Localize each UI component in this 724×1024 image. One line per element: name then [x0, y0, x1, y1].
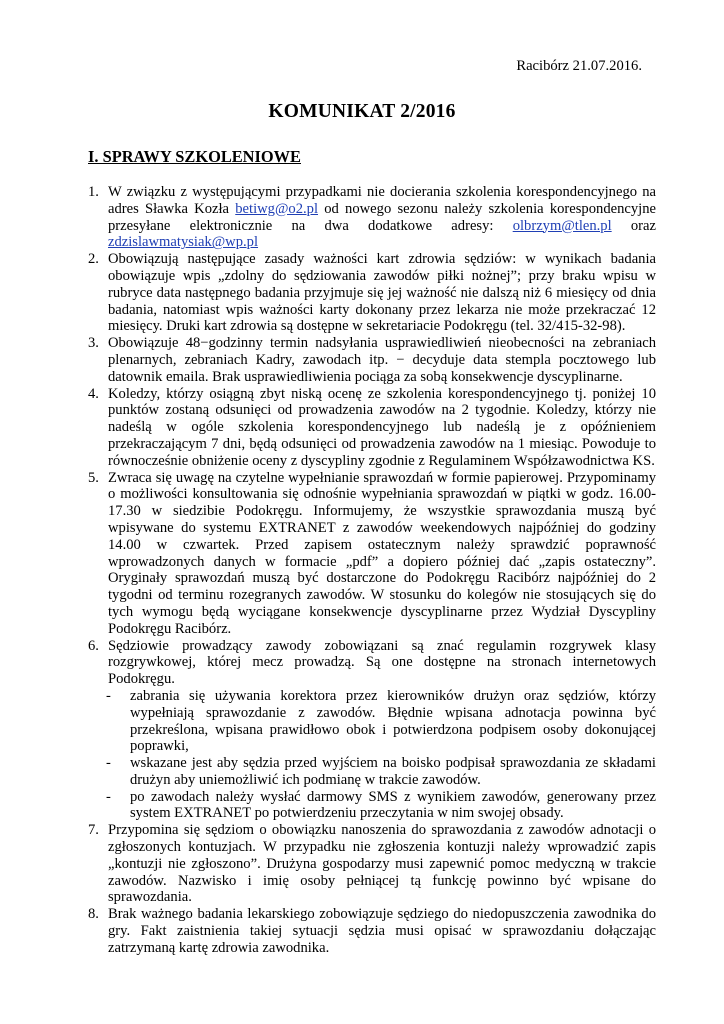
item-number: 7.: [88, 822, 99, 839]
dash-item: [88, 789, 656, 823]
dash-item-text: wskazane jest aby sędzia przed wyjściem na boisko podpisał sprawozdania ze składami drużyn aby uniemożliwić ich podmianę w trakcie zawodów.: [130, 755, 656, 788]
item-text: Brak ważnego badania lekarskiego zobowiązuje sędziego do niedopuszczenia zawodnika do gry. Fakt zaistnienia takiej sytuacji sędzia musi opisać w sprawozdaniu dołączając zatrzymaną kartę zdrowia zawodnika.: [108, 906, 656, 956]
list-item-1: [88, 184, 656, 251]
item-text: Obowiązują następujące zasady ważności kart zdrowia sędziów: w wynikach badania obowiązuje wpis „zdolny do sędziowania zawodów piłki nożnej”; przy braku wpisu w rubryce data następnego badania przyjmuje się jej ważność nie dalszą niż 6 miesięcy od dnia badania, natomiast wpis ważności karty dokonany przez lekarza nie może przekraczać 12 miesięcy. Druki kart zdrowia są dostępne w sekretariacie Podokręgu (tel. 32/415-32-98).: [108, 251, 656, 335]
items-list: [88, 184, 656, 957]
list-item-2: [88, 251, 656, 335]
item-number: 4.: [88, 385, 99, 402]
dash-mark: -: [106, 687, 111, 704]
dash-item: [88, 755, 656, 789]
item-text-part-b: od nowego sezonu należy szkolenia korespondencyjne przesyłane elektronicznie na dwa dodatkowe adresy:: [108, 200, 656, 234]
dash-item: [88, 688, 656, 755]
dash-item-text: zabrania się używania korektora przez kierowników drużyn oraz sędziów, którzy wypełniają sprawozdanie z zawodów. Błędnie wpisana adnotacja powinna być przekreślona, wpisana prawidłowo obok i potwierdzona podpisem osoby dokonującej poprawki,: [130, 687, 656, 755]
email-link-zdzislawmatysiak[interactable]: zdzislawmatysiak@wp.pl: [108, 234, 259, 251]
dash-list: [88, 688, 656, 822]
item-number: 1.: [88, 184, 99, 200]
item-text-part-a: W związku z występującymi przypadkami nie docierania szkolenia korespondencyjnego na adres Sławka Kozła: [108, 184, 656, 217]
item-text-part-c: oraz: [611, 217, 656, 234]
dash-mark: -: [106, 755, 111, 772]
document-title: KOMUNIKAT 2/2016: [268, 101, 456, 122]
section-heading: I. SPRAWY SZKOLENIOWE: [88, 147, 301, 166]
document-date: Racibórz 21.07.2016.: [516, 58, 642, 74]
dash-item-text: po zawodach należy wysłać darmowy SMS z wynikiem zawodów, generowany przez system EXTRANET po potwierdzeniu przeczytania w nim swojej obsady.: [130, 788, 656, 822]
item-text: Przypomina się sędziom o obowiązku nanoszenia do sprawozdania z zawodów adnotacji o zgłoszonych kontuzjach. W przypadku nie zgłoszenia kontuzji należy wprowadzić zapis „kontuzji nie zgłoszono”. Drużyna gospodarzy musi zapewnić pomoc medyczną w trakcie zawodów. Nazwisko i imię osoby pełniącej tą funkcję powinno być wpisane do sprawozdania.: [108, 822, 656, 906]
email-link-olbrzym[interactable]: olbrzym@tlen.pl: [512, 217, 612, 234]
email-link-betiwg[interactable]: betiwg@o2.pl: [235, 200, 319, 217]
item-text: [108, 184, 656, 251]
list-item-6: [88, 638, 656, 688]
item-text: Sędziowie prowadzący zawody zobowiązani są znać regulamin rozgrywek klasy rozgrywkowej, której mecz prowadzą. Są one dostępne na stronach internetowych Podokręgu.: [108, 637, 656, 688]
item-number: 2.: [88, 251, 99, 268]
list-item-4: [88, 386, 656, 470]
item-number: 5.: [88, 469, 99, 486]
item-number: 8.: [88, 906, 99, 923]
list-item-7: [88, 822, 656, 906]
item-number: 6.: [88, 637, 99, 654]
item-text: Obowiązuje 48−godzinny termin nadsyłania usprawiedliwień nieobecności na zebraniach plenarnych, zebraniach Kadry, zawodach itp. − decyduje data stempla pocztowego lub datownik emaila. Brak usprawiedliwienia pociąga za sobą konsekwencje dyscyplinarne.: [108, 335, 656, 385]
item-text: Zwraca się uwagę na czytelne wypełnianie sprawozdań w formie papierowej. Przypominamy o możliwości konsultowania się odnośnie wypełniania sprawozdań w piątki w godz. 16.00-17.30 w siedzibie Podokręgu. Informujemy, że wszystkie sprawozdania muszą być wpisywane do systemu EXTRANET z zawodów weekendowych najpóźniej do godziny 14.00 w czwartek. Przed zapisem ostatecznym należy sprawdzić poprawność wprowadzonych danych w formacie „pdf” a dopiero później dać „zapis ostateczny”. Oryginały sprawozdań muszą być dostarczone do Podokręgu Racibórz najpóźniej do 2 tygodni od terminu rozegranych zawodów. W stosunku do kolegów nie stosujących się do tych wymogu będą wyciągane konsekwencje dyscyplinarne przez Wydział Dyscypliny Podokręgu Racibórz.: [108, 469, 656, 637]
list-item-3: [88, 335, 656, 385]
item-text: Koledzy, którzy osiągną zbyt niską ocenę ze szkolenia korespondencyjnego tj. poniżej 10 punktów zostaną odsunięci od prowadzenia zawodów na 2 tygodnie. Koledzy, którzy nie nadeślą w ogóle szkolenia korespondencyjnego lub nadeślą je z opóźnieniem przekraczającym 7 dni, będą odsunięci od prowadzenia zawodów na 1 miesiąc. Powoduje to równocześnie obniżenie oceny z dyscypliny zgodnie z Regulaminem Współzawodnictwa KS.: [108, 385, 656, 469]
dash-mark: -: [106, 788, 111, 805]
list-item-8: [88, 906, 656, 956]
item-number: 3.: [88, 335, 99, 352]
list-item-5: [88, 470, 656, 638]
